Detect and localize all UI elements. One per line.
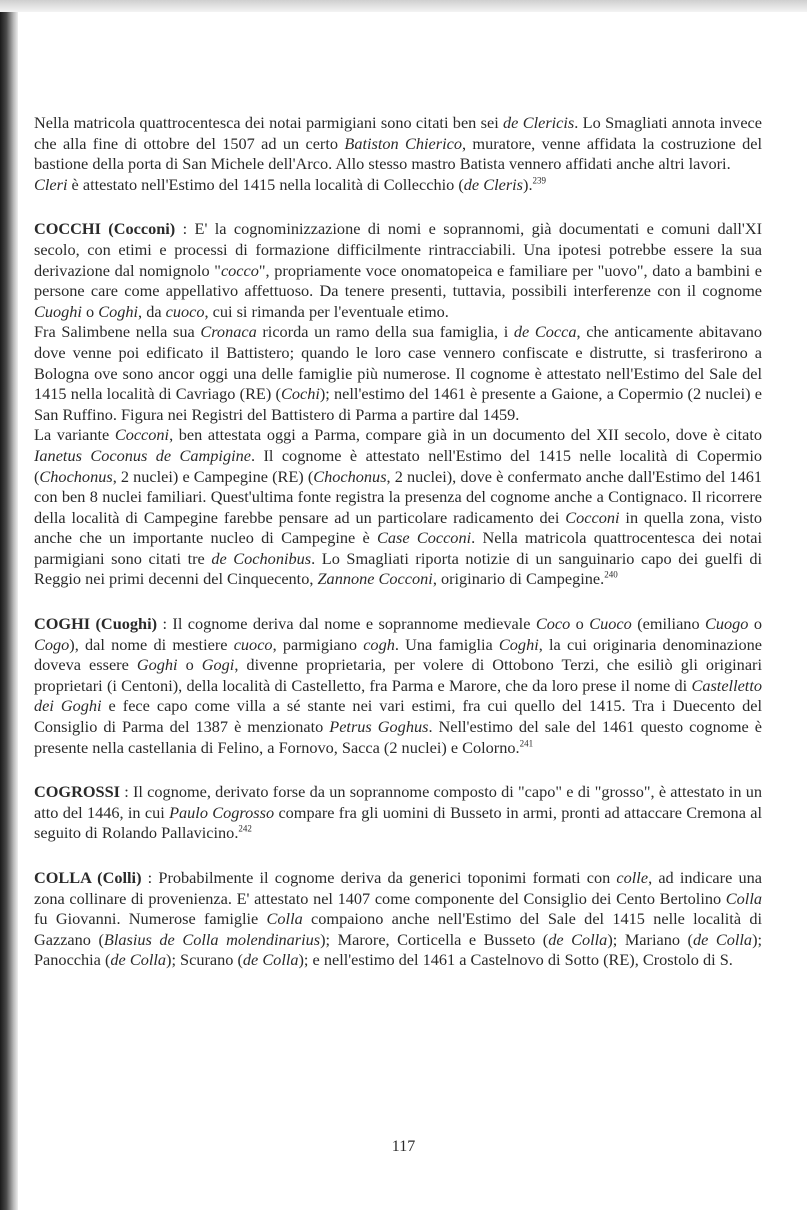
scan-shadow-left — [0, 0, 18, 1210]
colla-entry: COLLA (Colli) : Probabilmente il cognome deriva da generici toponimi formati con colle, ad indicare una zona collinare di provenienza. E' attestato nel 1407 come componente del Consiglio dei Cento Bertolino Colla fu Giovanni. Numerose famiglie Colla compaiono anche nell'Estimo del Sale del 1415 nelle località di Gazzano (Blasius de Colla molendinarius); Marore, Corticella e Busseto (de Colla); Mariano (de Colla); Panocchia (de Colla); Scurano (de Colla); e nell'estimo del 1461 a Castelnovo di Sotto (RE), Crostolo di S. — [34, 868, 763, 970]
footnote-ref-240: 240 — [604, 570, 618, 581]
cocchi-entry: COCCHI (Cocconi) : E' la cognominizzazione di nomi e soprannomi, già documentati e comuni dall'XI secolo, con etimi e processi di formazione difficilmente rintracciabili. Una ipotesi potrebbe essere la sua derivazione dal nomignolo "cocco", propriamente voce onomatopeica e familiare per "uovo", dato a bambini e persone care come appellativo affettuoso. Da tenere presenti, tuttavia, possibili interferenze con il cognome Cuoghi o Coghi, da cuoco, cui si rimanda per l'eventuale etimo. — [34, 219, 763, 321]
cleri-paragraph-2: Cleri è attestato nell'Estimo del 1415 nella località di Collecchio (de Cleris).$^{239}$ — [34, 174, 547, 194]
cogrossi-heading: COGROSSI — [34, 782, 120, 802]
cogrossi-entry: COGROSSI : Il cognome, derivato forse da un soprannome composto di "capo" e di "grosso", è attestato in un atto del 1446, in cui Paulo Cogrosso compare fra gli uomini di Busseto in armi, pronti ad attaccare Cremona al seguito di Rolando Pallavicino.$^{242}$ — [34, 782, 762, 843]
coghi-heading: COGHI (Cuoghi) — [34, 614, 158, 634]
cocchi-paragraph-3: La variante Cocconi, ben attestata oggi a Parma, compare già in un documento del XII secolo, dove è citato Ianetus Coconus de Campigine. Il cognome è attestato nell'Estimo del 1415 nelle località di Copermio (Chochonus, 2 nuclei) e Campegine (RE) (Chochonus, 2 nuclei), dove è confermato anche dall'Estimo del 1461 con ben 8 nuclei familiari. Quest'ultima fonte registra la presenza del cognome anche a Contignaco. Il ricorrere della località di Campegine farebbe pensare ad un particolare radicamento dei Cocconi in quella zona, visto anche che un importante nucleo di Campegine è Case Cocconi. Nella matricola quattrocentesca dei notai parmigiani sono citati tre de Cochonibus. Lo Smagliati riporta notizie di un sanguinario capo dei guelfi di Reggio nei primi decenni del Cinquecento, Zannone Cocconi, originario di Campegine.$^{240}$ — [34, 425, 763, 589]
colla-heading: COLLA (Colli) — [34, 868, 142, 887]
cleri-paragraph-1: Nella matricola quattrocentesca dei notai parmigiani sono citati ben sei de Clericis. Lo Smagliati annota invece che alla fine di ottobre del 1507 ad un certo Batiston Chierico, muratore, venne affidata la costruzione del bastione della porta di San Michele dell'Arco. Allo stesso mastro Batista vennero affidati anche altri lavori. — [34, 113, 762, 174]
page-body — [34, 113, 762, 971]
footnote-ref-239: 239 — [532, 175, 547, 186]
page-number: 117 — [391, 1138, 416, 1155]
cocchi-heading: COCCHI (Cocconi) — [34, 219, 176, 239]
footnote-ref-241: 241 — [519, 738, 534, 749]
cocchi-paragraph-2: Fra Salimbene nella sua Cronaca ricorda un ramo della sua famiglia, i de Cocca, che anticamente abitavano dove venne poi edificato il Battistero; quando le loro case vennero confiscate e distrutte, si trasferirono a Bologna ove sono ancor oggi una delle famiglie più numerose. Il cognome è attestato nell'Estimo del Sale del 1415 nella località di Cavriago (RE) (Cochi); nell'estimo del 1461 è presente a Gaione, a Copermio (2 nuclei) e San Ruffino. Figura nei Registri del Battistero di Parma a partire dal 1459. — [34, 322, 763, 424]
coghi-entry: COGHI (Cuoghi) : Il cognome deriva dal nome e soprannome medievale Coco o Cuoco (emiliano Cuogo o Cogo), dal nome di mestiere cuoco, parmigiano cogh. Una famiglia Coghi, la cui originaria denominazione doveva essere Goghi o Gogi, divenne proprietaria, per volere di Ottobono Terzi, che esiliò gli originari proprietari (i Centoni), della località di Castelletto, fra Parma e Marore, che da loro prese il nome di Castelletto dei Goghi e fece capo come villa a sé stante nei vari estimi, fra cui quello del 1415. Tra i Duecento del Consiglio di Parma del 1387 è menzionato Petrus Goghus. Nell'estimo del sale del 1461 questo cognome è presente nella castellania di Felino, a Fornovo, Sacca (2 nuclei) e Colorno.$^{241}$ — [34, 614, 763, 757]
scan-shadow-top — [0, 0, 807, 12]
footnote-ref-242: 242 — [238, 823, 252, 834]
